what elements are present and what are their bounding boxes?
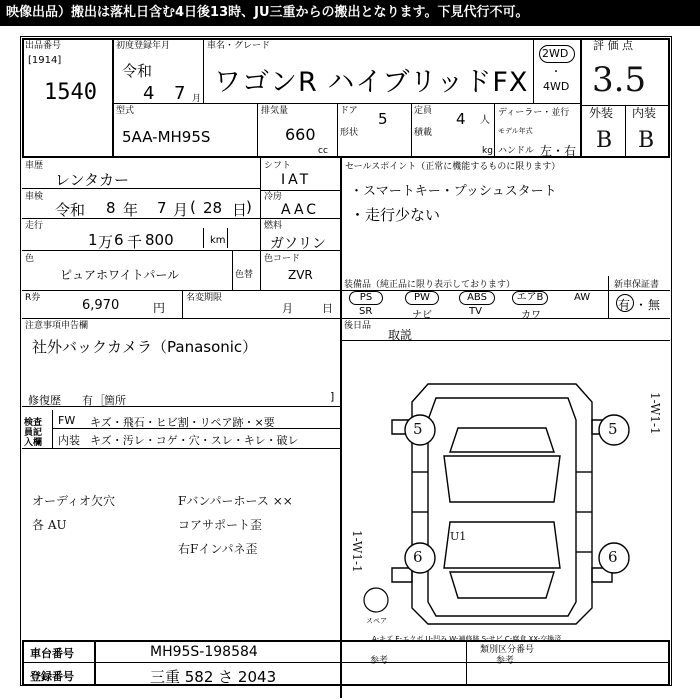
model-label: 型式: [116, 106, 135, 116]
inspector-label: 検査員記入欄: [24, 418, 43, 448]
exterior-label: 外装: [589, 106, 614, 120]
recycle-label: R券: [25, 293, 41, 303]
drive-separator: ・: [551, 67, 561, 78]
notes-text: 社外バックカメラ（Panasonic）: [32, 338, 258, 356]
capacity-value: 4: [456, 110, 466, 128]
car-name: ワゴンR ハイブリッドFX: [214, 67, 529, 98]
car-history-value: レンタカー: [55, 171, 130, 189]
plate-label: 登録番号: [30, 670, 74, 683]
spare-label: スペア: [366, 617, 387, 625]
dealer-label: ディーラー・並行: [498, 108, 570, 118]
cargo-label: 積載: [414, 128, 433, 138]
tire-rear-right: 6: [608, 548, 618, 566]
doors-value: 5: [378, 110, 388, 128]
equip-ps: PS: [349, 291, 383, 305]
equip-sr: SR: [359, 306, 373, 317]
shift-value: IAT: [281, 172, 312, 188]
drive-2wd: 2WD: [542, 47, 569, 60]
repair-has: 有: [82, 394, 93, 407]
mileage-v1: 1: [88, 231, 98, 249]
drive-4wd: 4WD: [543, 80, 570, 93]
inspection-label: 車検: [25, 192, 44, 202]
displacement-label: 排気量: [261, 106, 289, 116]
inspection-month-unit: 月: [173, 201, 189, 219]
warranty-label: 新車保証書: [614, 280, 660, 290]
notes-label: 注意事項申告欄: [25, 321, 89, 331]
color-code: ZVR: [288, 268, 313, 282]
handle-label: ハンドル: [498, 146, 535, 156]
sales-point-2: ・走行少ない: [350, 206, 441, 224]
handwritten-side-mark-left: 1-W1-1: [350, 530, 364, 573]
back-item-label: 後日品: [344, 321, 372, 331]
category-legend: A-キズ E-エクボ U-凹み W-補修跡 S-サビ C-腐食 XX-交換済: [372, 635, 562, 643]
diagram-mark-u1: U1: [450, 530, 467, 543]
name-change-month: 月: [282, 302, 293, 315]
handwritten-left-1: オーディオ欠穴: [32, 494, 116, 508]
repair-spot: 箇所: [104, 394, 126, 407]
interior-grade: B: [638, 128, 655, 153]
shape-label: 形状: [340, 128, 359, 138]
first-reg-month: 7: [174, 83, 186, 104]
mileage-v3: 800: [145, 231, 174, 249]
mileage-u1: 万: [98, 233, 114, 251]
name-change-day: 日: [322, 302, 333, 315]
displacement-value: 660: [285, 125, 316, 144]
shift-label: シフト: [264, 161, 292, 171]
mileage-v2: 6: [114, 231, 124, 249]
spare-tire-circle: [364, 588, 388, 612]
equip-aw: AW: [574, 292, 591, 303]
score-label: 評 価 点: [593, 39, 633, 52]
lot-code: [1914]: [28, 55, 62, 66]
capacity-label: 定員: [414, 106, 433, 116]
back-item-text: 取説: [388, 328, 413, 342]
first-reg-year: 4: [143, 83, 155, 104]
reference-label-1: 参考: [370, 656, 389, 666]
color-label: 色: [25, 254, 35, 264]
warranty-no: 無: [648, 298, 661, 312]
equip-airbag: エアB: [512, 291, 548, 305]
inspection-era: 令和: [55, 201, 86, 219]
handwritten-left-2: 各 AU: [32, 518, 67, 532]
handwritten-side-mark-right: 1-W1-1: [648, 392, 662, 435]
mileage-km-unit: km: [210, 235, 226, 246]
equip-navi: ナビ: [412, 310, 432, 321]
name-grade-label: 車名・グレード: [207, 41, 271, 51]
top-banner: 映像出品）搬出は落札日含む4日後13時、JU三重からの搬出となります。下見代行不可。: [0, 0, 700, 26]
fuel-value: ガソリン: [270, 236, 326, 252]
first-reg-label: 初度登録年月: [116, 41, 171, 51]
person-unit: 人: [480, 115, 490, 126]
color-code-label: 色コード: [264, 254, 301, 264]
recycle-amount: 6,970: [82, 298, 120, 313]
name-change-label: 名変期限: [186, 293, 223, 303]
tire-front-left: 5: [413, 420, 423, 438]
first-reg-month-unit: 月: [192, 94, 202, 104]
inspection-month: 7: [157, 199, 167, 217]
score-value: 3.5: [592, 60, 647, 100]
cc-unit: cc: [318, 146, 328, 156]
equip-tv: TV: [469, 306, 482, 317]
inspector-row1-head: FW: [58, 414, 76, 427]
inspector-row2-head: 内装: [58, 434, 80, 447]
tire-front-right: 5: [608, 420, 618, 438]
model-year-label: モデル年式: [498, 127, 533, 135]
inspection-year-unit: 年: [123, 201, 139, 219]
sales-point-1: ・スマートキー・プッシュスタート: [350, 184, 557, 199]
class-number-label: 類別区分番号: [480, 645, 535, 655]
lot-label: 出品番号: [25, 41, 62, 51]
car-history-label: 車歴: [25, 161, 44, 171]
chassis-label: 車台番号: [30, 647, 74, 660]
repair-prefix: 修復歴: [28, 394, 61, 407]
warranty-yes: 有: [618, 298, 631, 312]
inspection-year: 8: [106, 199, 116, 217]
car-diagram: [340, 372, 670, 634]
mileage-u2: 千: [127, 233, 143, 251]
inspection-day: 28: [203, 199, 223, 217]
color-change-label: 色替: [235, 270, 254, 280]
mileage-label: 走行: [25, 221, 44, 231]
aircon-label: 冷房: [264, 192, 283, 202]
color-name: ピュアホワイトパール: [60, 268, 180, 282]
aircon-value: AAC: [281, 202, 320, 218]
sales-point-label: セールスポイント（正常に機能するものに限ります）: [345, 162, 561, 172]
fuel-label: 燃料: [264, 221, 283, 231]
equipment-label: 装備品（純正品に限り表示しております）: [344, 280, 516, 290]
plate-number: 三重 582 さ 2043: [150, 668, 277, 686]
warranty-sep: ・: [635, 298, 648, 312]
equip-abs: ABS: [459, 291, 495, 305]
recycle-unit: 円: [153, 301, 166, 315]
equip-pw: PW: [405, 291, 439, 305]
handwritten-mid-2: コアサポート歪: [178, 518, 263, 532]
reference-label-2: 参考: [496, 656, 515, 666]
kg-unit: kg: [482, 146, 493, 156]
bottom-block: [22, 640, 670, 686]
tire-rear-left: 6: [413, 548, 423, 566]
chassis-number: MH95S-198584: [150, 644, 258, 660]
inspector-row2: キズ・汚レ・コゲ・穴・スレ・キレ・破レ: [90, 434, 299, 447]
model-code: 5AA-MH95S: [122, 128, 211, 146]
inspection-day-unit: 日: [232, 201, 248, 219]
lot-number: 1540: [44, 80, 97, 105]
exterior-grade: B: [596, 128, 613, 153]
doors-label: ドア: [340, 106, 358, 116]
first-reg-era: 令和: [122, 62, 153, 80]
inspector-row1: キズ・飛石・ヒビ割・リペア跡・×要: [90, 416, 275, 429]
equip-leather: カワ: [521, 310, 541, 321]
handwritten-mid-3: 右Fインパネ歪: [178, 542, 258, 556]
repair-bracket: ［: [94, 394, 105, 407]
handwritten-mid-1: Fバンパーホース ××: [178, 494, 293, 508]
interior-label: 内装: [632, 106, 657, 120]
handle-value: 左・右: [540, 144, 577, 158]
